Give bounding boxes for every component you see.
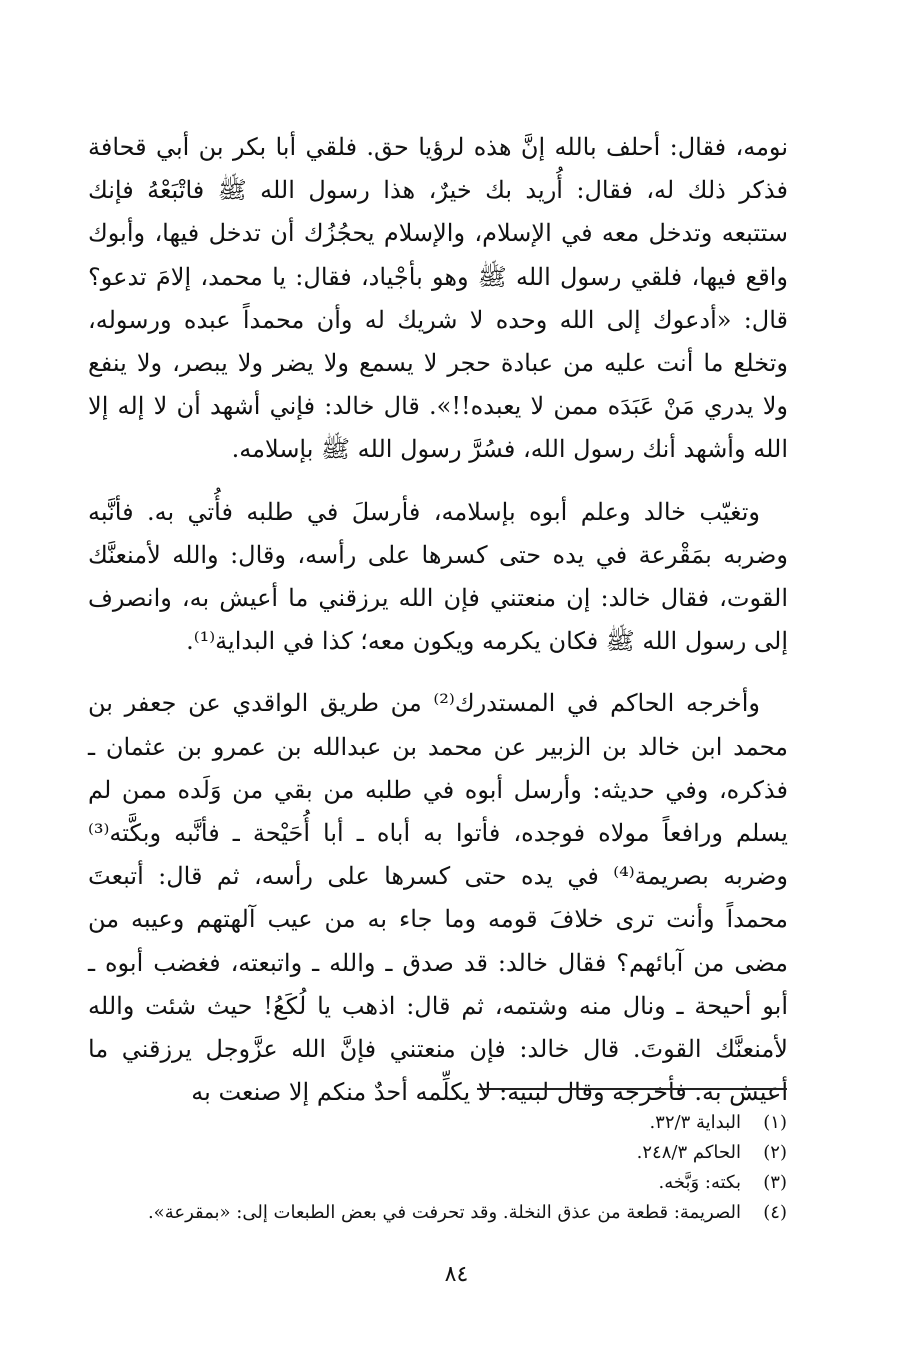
footnote-text: بكته: وَبَّخه. [658, 1172, 741, 1193]
footnote-1 [100, 1108, 787, 1138]
paragraph-1: نومه، فقال: أحلف بالله إنَّ هذه لرؤيا حق. فلقي أبا بكر بن أبي قحافة فذكر ذلك له، فقال: أُريد بك خيرٌ، هذا رسول الله ﷺ فاتْبَعْهُ فإنك ستتبعه وتدخل معه في الإسلام، والإسلام يحجُزُك أن تدخل فيها، وأبوك واقع فيها، فلقي رسول الله ﷺ وهو بأجْياد، فقال: يا محمد، إلامَ تدعو؟ قال: «أدعوك إلى الله وحده لا شريك له وأن محمداً عبده ورسوله، وتخلع ما أنت عليه من عبادة حجر لا يسمع ولا يضر ولا يبصر، ولا ينفع ولا يدري مَنْ عَبَدَه ممن لا يعبده!!». قال خالد: فإني أشهد أن لا إله إلا الله وأشهد أنك رسول الله، فسُرَّ رسول الله ﷺ بإسلامه. [88, 133, 788, 464]
footnote-number: (٢) [763, 1142, 787, 1163]
footnotes [100, 1108, 787, 1228]
paragraph-2: وتغيّب خالد وعلم أبوه بإسلامه، فأرسلَ في طلبه فأُتي به. فأنَّبه وضربه بمَقْرعة في يده حتى كسرها على رأسه، وقال: والله لأمنعنَّك القوت، فقال خالد: إن منعتني فإن الله يرزقني ما أعيش به، وانصرف إلى رسول الله ﷺ فكان يكرمه ويكون معه؛ كذا في البداية⁽¹⁾. [88, 497, 788, 656]
page-number: ٨٤ [444, 1262, 469, 1287]
footnote-separator [477, 1088, 787, 1090]
footnote-number: (٤) [763, 1202, 787, 1223]
footnote-4 [100, 1198, 787, 1228]
paragraph-3: وأخرجه الحاكم في المستدرك⁽²⁾ من طريق الواقدي عن جعفر بن محمد ابن خالد بن الزبير عن محمد بن عبدالله بن عمرو بن عثمان ـ فذكره، وفي حديثه: وأرسل أبوه في طلبه من بقي من وَلَده ممن لم يسلم ورافعاً مولاه فوجده، فأتوا به أباه ـ أبا أُحَيْحة ـ فأنَّبه وبكَّته⁽³⁾ وضربه بصريمة⁽⁴⁾ في يده حتى كسرها على رأسه، ثم قال: أتبعتَ محمداً وأنت ترى خلافَ قومه وما جاء به من عيب آلهتهم وعيبه من مضى من آبائهم؟ فقال خالد: قد صدق ـ والله ـ واتبعته، فغضب أبوه ـ أبو أحيحة ـ ونال منه وشتمه، ثم قال: اذهب يا لُكَعُ! حيث شئت والله لأمنعنَّك القوتَ. قال خالد: فإن منعتني فإنَّ الله عزَّوجل يرزقني ما أعيش به. فأخرجه وقال لبنيه: لا يكلِّمه أحدٌ منكم إلا صنعت به [88, 689, 788, 1107]
footnote-text: الحاكم ٢٤٨/٣. [636, 1142, 741, 1163]
main-text-block [88, 126, 788, 1114]
footnote-2 [100, 1138, 787, 1168]
footnote-3 [100, 1168, 787, 1198]
footnote-number: (٣) [763, 1172, 787, 1193]
footnote-text: البداية ٣٢/٣. [649, 1112, 741, 1133]
footnote-text: الصريمة: قطعة من عذق النخلة. وقد تحرفت في بعض الطبعات إلى: «بمقرعة». [147, 1202, 741, 1223]
footnote-number: (١) [763, 1112, 787, 1133]
